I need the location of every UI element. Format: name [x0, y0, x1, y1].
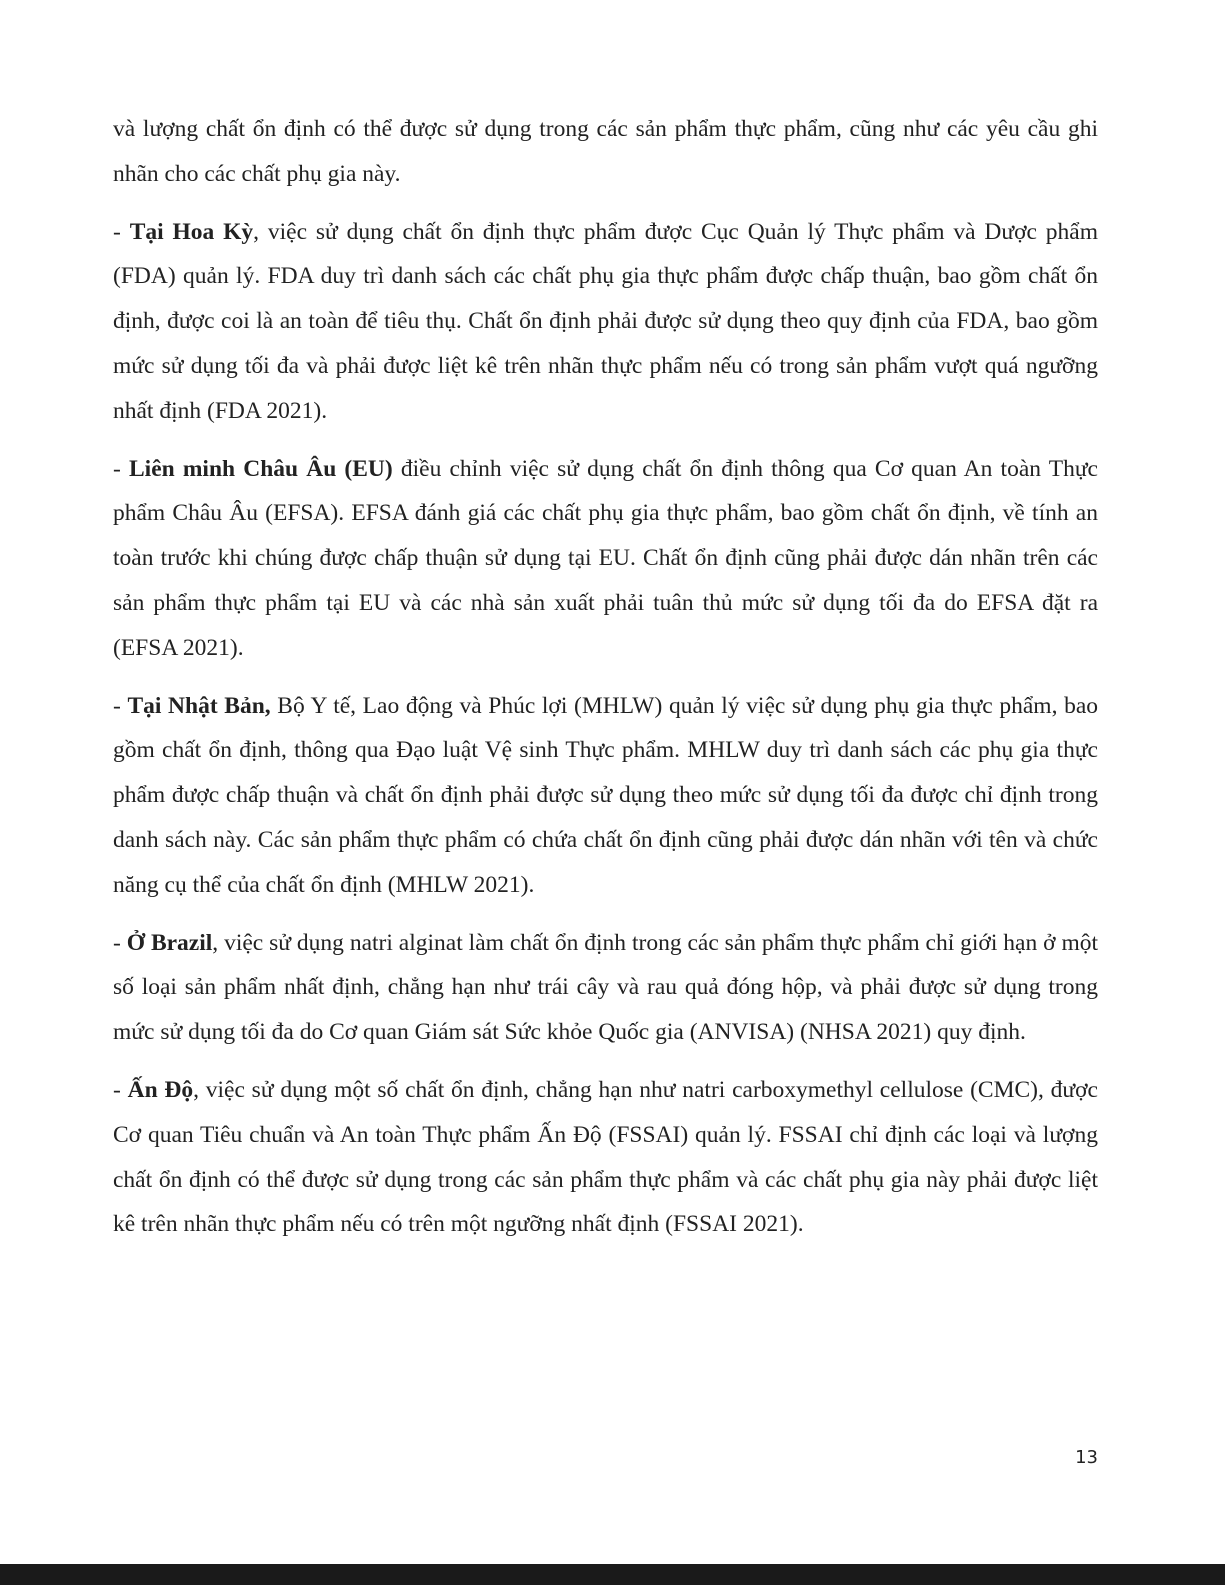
paragraph-brazil: [113, 921, 1098, 1055]
paragraph-prefix: -: [113, 218, 130, 245]
paragraph-eu: [113, 447, 1098, 671]
paragraph-text: , việc sử dụng natri alginat làm chất ổn định trong các sản phẩm thực phẩm chỉ giới hạn ở một số loại sản phẩm nhất định, chẳng hạn như trái cây và rau quả đóng hộp, và phải được sử dụng trong mức sử dụng tối đa do Cơ quan Giám sát Sức khỏe Quốc gia (ANVISA) (NHSA 2021) quy định.: [113, 929, 1099, 1046]
paragraph-prefix: -: [113, 929, 127, 956]
paragraph-usa: [113, 210, 1098, 434]
paragraph-continuation: [113, 107, 1098, 197]
paragraph-heading: Liên minh Châu Âu (EU): [128, 455, 393, 482]
paragraph-text: điều chỉnh việc sử dụng chất ổn định thông qua Cơ quan An toàn Thực phẩm Châu Âu (EFSA). EFSA đánh giá các chất phụ gia thực phẩm, bao gồm chất ổn định, về tính an toàn trước khi chúng được chấp thuận sử dụng tại EU. Chất ổn định cũng phải được dán nhãn trên các sản phẩm thực phẩm tại EU và các nhà sản xuất phải tuân thủ mức sử dụng tối đa do EFSA đặt ra (EFSA 2021).: [113, 455, 1098, 661]
paragraph-text: và lượng chất ổn định có thể được sử dụng trong các sản phẩm thực phẩm, cũng như các yêu cầu ghi nhãn cho các chất phụ gia này.: [113, 116, 1098, 187]
paragraph-prefix: -: [113, 1076, 128, 1103]
paragraph-heading: Ấn Độ: [127, 1076, 194, 1103]
paragraph-text: Bộ Y tế, Lao động và Phúc lợi (MHLW) quản lý việc sử dụng phụ gia thực phẩm, bao gồm chất ổn định, thông qua Đạo luật Vệ sinh Thực phẩm. MHLW duy trì danh sách các phụ gia thực phẩm được chấp thuận và chất ổn định phải được sử dụng theo mức sử dụng tối đa được chỉ định trong danh sách này. Các sản phẩm thực phẩm có chứa chất ổn định cũng phải được dán nhãn với tên và chức năng cụ thể của chất ổn định (MHLW 2021).: [113, 692, 1098, 898]
page-bottom-border: [0, 1564, 1225, 1585]
paragraph-japan: [113, 684, 1098, 908]
paragraph-heading: Tại Hoa Kỳ: [129, 218, 254, 245]
paragraph-prefix: -: [113, 692, 128, 719]
paragraph-prefix: -: [113, 455, 129, 482]
document-body: [113, 107, 1098, 1260]
paragraph-heading: Tại Nhật Bản,: [127, 692, 271, 719]
paragraph-india: [113, 1068, 1098, 1247]
paragraph-heading: Ở Brazil: [126, 929, 213, 956]
paragraph-text: , việc sử dụng một số chất ổn định, chẳng hạn như natri carboxymethyl cellulose (CMC), được Cơ quan Tiêu chuẩn và An toàn Thực phẩm Ấn Độ (FSSAI) quản lý. FSSAI chỉ định các loại và lượng chất ổn định có thể được sử dụng trong các sản phẩm thực phẩm và các chất phụ gia này phải được liệt kê trên nhãn thực phẩm nếu có trên một ngưỡng nhất định (FSSAI 2021).: [113, 1076, 1098, 1238]
paragraph-text: , việc sử dụng chất ổn định thực phẩm được Cục Quản lý Thực phẩm và Dược phẩm (FDA) quản lý. FDA duy trì danh sách các chất phụ gia thực phẩm được chấp thuận, bao gồm chất ổn định, được coi là an toàn để tiêu thụ. Chất ổn định phải được sử dụng theo quy định của FDA, bao gồm mức sử dụng tối đa và phải được liệt kê trên nhãn thực phẩm nếu có trong sản phẩm vượt quá ngưỡng nhất định (FDA 2021).: [113, 218, 1098, 424]
page-number: 13: [1075, 1447, 1098, 1468]
